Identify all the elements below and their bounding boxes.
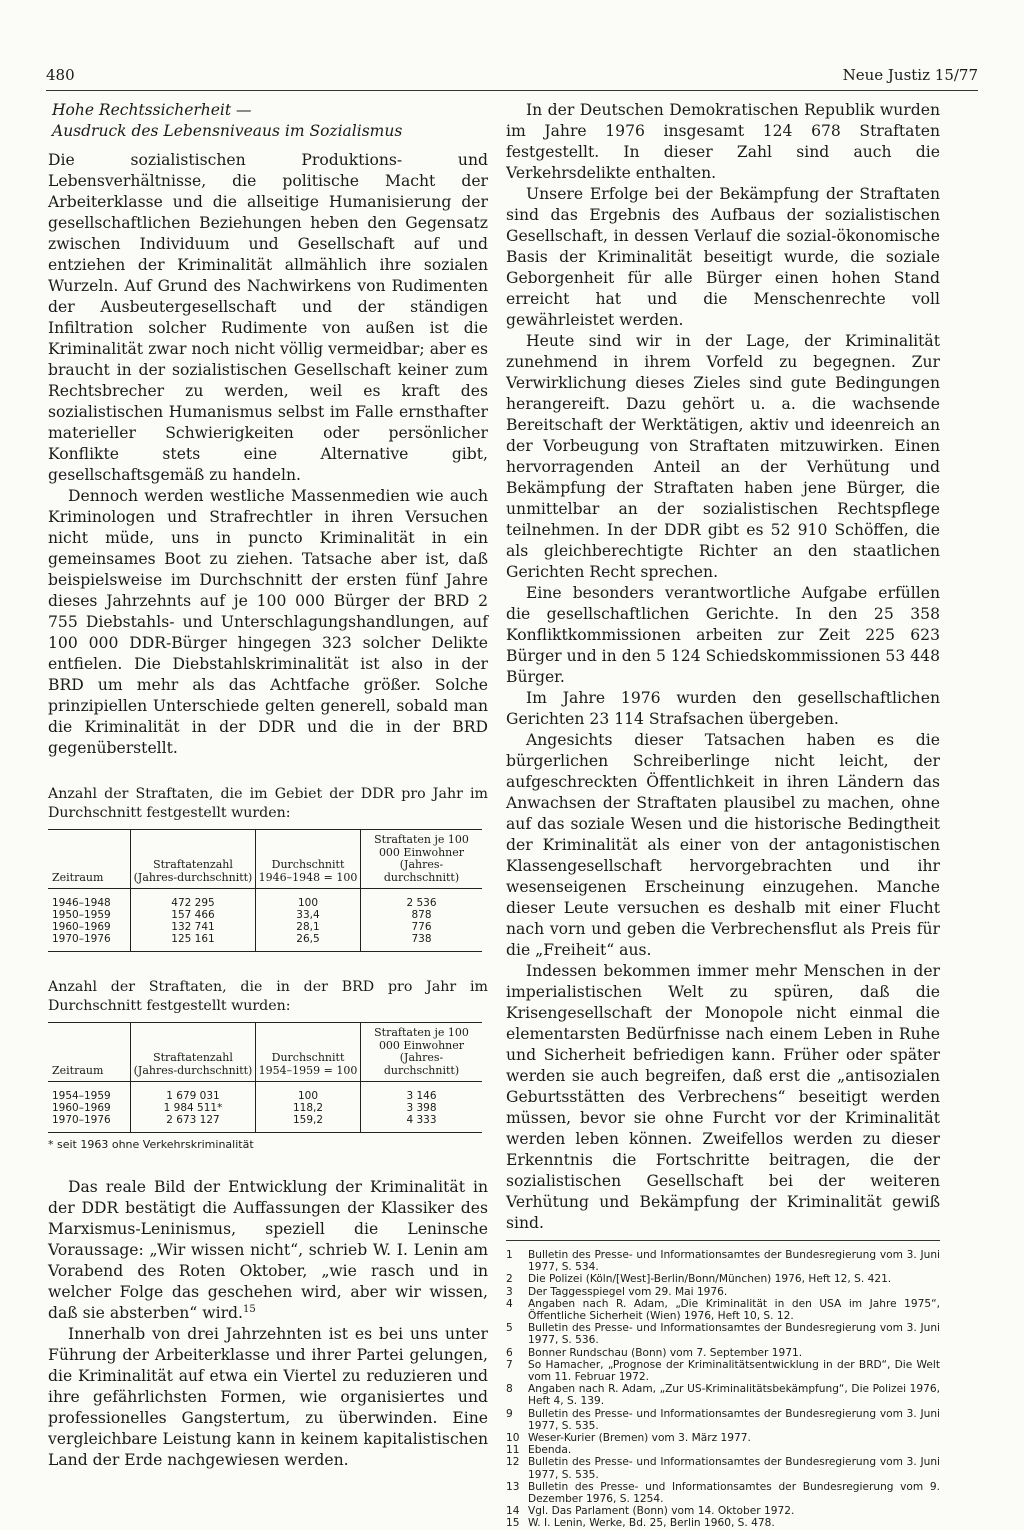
table-cell: 157 466 — [131, 909, 256, 921]
table-header-row — [48, 830, 482, 889]
footnote-item — [506, 1347, 940, 1359]
paragraph: Innerhalb von drei Jahrzehnten ist es bei uns unter Führung der Arbeiterklasse und ihrer Partei gelungen, die Kriminalität auf etwa ein Viertel zu reduzieren und ihre gefährlichsten Formen, wie organisiertes und professionelles Gangstertum, zu überwinden. Eine vergleichbare Leistung kann in keinem kapitalistischen Land der Erde nachgewiesen werden. — [48, 1325, 488, 1469]
table-cell: 2 536 — [361, 889, 483, 910]
table-row — [48, 909, 482, 921]
left-column — [48, 100, 488, 1471]
header-rule — [46, 90, 978, 91]
table-cell: 3 398 — [361, 1102, 483, 1114]
footnote-item — [506, 1298, 940, 1322]
table-ddr — [48, 829, 482, 952]
footnote-item — [506, 1359, 940, 1383]
table-cell: 26,5 — [256, 933, 361, 952]
footnote-text: Angaben nach R. Adam, „Zur US-Kriminalitätsbekämpfung“, Die Polizei 1976, Heft 4, S. 139. — [528, 1383, 940, 1408]
table-cell: 2 673 127 — [131, 1114, 256, 1133]
footnote-item — [506, 1444, 940, 1456]
footnote-text: Bonner Rundschau (Bonn) vom 7. September 1971. — [528, 1346, 803, 1359]
footnote-item — [506, 1408, 940, 1432]
column-header: Zeitraum — [52, 1063, 104, 1077]
table-footnote: * seit 1963 ohne Verkehrskriminalität — [48, 1138, 254, 1151]
table-cell: 1954–1959 — [52, 1090, 111, 1102]
paragraph: Die sozialistischen Produktions- und Lebensverhältnisse, die politische Macht der Arbeiterklasse und die allseitige Humanisierung der gesellschaftlichen Beziehungen heben den Gegensatz zwischen Individuum und Gesellschaft auf und entziehen der Kriminalität allmählich ihre sozialen Wurzeln. Auf Grund des Nachwirkens von Rudimenten der Ausbeutergesellschaft und der ständigen Infiltration solcher Rudimente von außen ist die Kriminalität zwar noch nicht völlig vermeidbar; aber es braucht in der sozialistischen Gesellschaft keiner zum Rechtsbrecher zu werden, weil es kraft des sozialistischen Humanismus selbst im Falle ernsthafter materieller Schwierigkeiten oder persönlicher Konflikte stets eine Alternative gibt, gesellschaftsgemäß zu handeln. — [48, 151, 488, 484]
page-number: 480 — [46, 66, 75, 84]
column-header: Durchschnitt 1946–1948 = 100 — [256, 830, 361, 889]
footnote-number: 3 — [506, 1285, 513, 1298]
footnote-number: 9 — [506, 1407, 513, 1420]
footnote-text: W. I. Lenin, Werke, Bd. 25, Berlin 1960, S. 478. — [528, 1517, 775, 1530]
footnote-text: Bulletin des Presse- und Informationsamtes der Bundesregierung vom 3. Juni 1977, S. 534. — [528, 1249, 940, 1274]
paragraph: Indessen bekommen immer mehr Menschen in der imperialistischen Welt zu spüren, daß die Krisengesellschaft der Monopole nicht einmal die elementarsten Bedürfnisse nach einem Leben in Ruhe und Sicherheit befriedigen kann. Früher oder später werden sie auch begreifen, daß erst die „antisozialen Geburtsstätten des Verbrechens“ beseitigt werden müssen, bevor sie ohne Furcht vor der Kriminalität werden leben können. Zweifellos werden zu dieser Erkenntnis die Fortschritte beitragen, die der sozialistischen Gesellschaft bei der weiteren Verhütung und Bekämpfung der Kriminalität gewiß sind. — [506, 962, 940, 1232]
table-cell: 738 — [361, 933, 483, 952]
table-brd — [48, 1022, 482, 1133]
footnote-item — [506, 1249, 940, 1273]
table-row — [48, 1102, 482, 1114]
table-row — [48, 1114, 482, 1133]
footnote-number: 7 — [506, 1358, 513, 1371]
footnote-text: Bulletin des Presse- und Informationsamtes der Bundesregierung vom 3. Juni 1977, S. 535. — [528, 1456, 940, 1481]
paragraph: In der Deutschen Demokratischen Republik wurden im Jahre 1976 insgesamt 124 678 Straftaten festgestellt. In dieser Zahl sind auch die Verkehrsdelikte enthalten. — [506, 101, 940, 182]
column-header: Durchschnitt 1954–1959 = 100 — [256, 1023, 361, 1082]
table-cell: 776 — [361, 921, 483, 933]
footnote-item — [506, 1432, 940, 1444]
footnote-number: 13 — [506, 1480, 520, 1493]
paragraph: Unsere Erfolge bei der Bekämpfung der Straftaten sind das Ergebnis des Aufbaus der sozialistischen Gesellschaft, in dessen Verlauf die sozial-ökonomische Basis der Kriminalität beseitigt wurde, die soziale Geborgenheit für alle Bürger einen hohen Stand erreicht hat und die Menschenrechte voll gewährleistet werden. — [506, 185, 940, 329]
footnote-text: Ebenda. — [528, 1444, 572, 1457]
table-cell: 100 — [256, 1082, 361, 1103]
footnote-text: Weser-Kurier (Bremen) vom 3. März 1977. — [528, 1432, 751, 1445]
table-header-row — [48, 1023, 482, 1082]
footnote-reference: 15 — [242, 1303, 256, 1315]
footnote-number: 2 — [506, 1273, 513, 1286]
table-cell: 125 161 — [131, 933, 256, 952]
table-cell: 1 679 031 — [131, 1082, 256, 1103]
table-cell: 118,2 — [256, 1102, 361, 1114]
footnote-item — [506, 1456, 940, 1480]
paragraph: Angesichts dieser Tatsachen haben es die bürgerlichen Schreiberlinge nicht leicht, der aufgeschreckten Öffentlichkeit in ihren Ländern das Anwachsen der Straftaten plausibel zu machen, ohne auf das soziale Wesen und die historische Bedingtheit der Kriminalität als einer von der antagonistischen Klassengesellschaft hervorgebrachten und ihr wesenseigenen Erscheinung einzugehen. Manche dieser Leute versuchen es deshalb mit einer Flucht nach vorn und geben die Verbrechensflut als Preis für die „Freiheit“ aus. — [506, 731, 940, 959]
footnote-number: 6 — [506, 1346, 513, 1359]
footnote-text: Bulletin des Presse- und Informationsamtes der Bundesregierung vom 3. Juni 1977, S. 536. — [528, 1322, 940, 1347]
footnote-text: Der Taggesspiegel vom 29. Mai 1976. — [528, 1285, 728, 1298]
table-row — [48, 1082, 482, 1103]
footnote-text: Angaben nach R. Adam, „Die Kriminalität in den USA im Jahre 1975“, Öffentliche Sicherheit (Wien) 1976, Heft 10, S. 12. — [528, 1297, 940, 1323]
footnote-item — [506, 1273, 940, 1285]
column-header: Zeitraum — [52, 870, 104, 884]
paragraph-text: Das reale Bild der Entwicklung der Kriminalität in der DDR bestätigt die Auffassungen der Klassiker des Marxismus-Leninismus, speziell die Leninsche Voraussage: „Wir wissen nicht“, schrieb W. I. Lenin am Vorabend des Roten Oktober, „wie rasch und in welcher Folge das geschehen wird, aber wir wissen, daß sie absterben“ wird. — [48, 1178, 488, 1322]
footnote-number: 15 — [506, 1517, 520, 1530]
footnote-item — [506, 1286, 940, 1298]
table-cell: 1970–1976 — [52, 1114, 111, 1126]
table-cell: 4 333 — [361, 1114, 483, 1133]
table-cell: 28,1 — [256, 921, 361, 933]
table-cell: 1960–1969 — [52, 921, 111, 933]
column-header: Straftatenzahl (Jahres-durchschnitt) — [131, 1023, 256, 1082]
section-heading-line-1: Hohe Rechtssicherheit — — [52, 101, 252, 119]
footnote-number: 8 — [506, 1383, 513, 1396]
right-column — [506, 100, 940, 1530]
footnote-number: 10 — [506, 1432, 520, 1445]
table-cell: 1950–1959 — [52, 909, 111, 921]
table-cell: 132 741 — [131, 921, 256, 933]
paragraph — [48, 1177, 488, 1324]
footnote-text: Vgl. Das Parlament (Bonn) vom 14. Oktober 1972. — [528, 1505, 795, 1518]
table-row — [48, 933, 482, 952]
paragraph: Heute sind wir in der Lage, der Kriminalität zunehmend in ihrem Vorfeld zu begegnen. Zur Verwirklichung dieses Zieles sind gute Bedingungen herangereift. Dazu gehört u. a. die wachsende Bereitschaft der Werktätigen, aktiv und ideenreich an der Vorbeugung von Straftaten mitzuwirken. Einen hervorragenden Anteil an der Verhütung und Bekämpfung der Straftaten haben jene Bürger, die unmittelbar an der sozialistischen Rechtspflege teilnehmen. In der DDR gibt es 52 910 Schöffen, die als gleichberechtigte Richter an den staatlichen Gerichten Recht sprechen. — [506, 332, 940, 581]
journal-issue: Neue Justiz 15/77 — [842, 66, 978, 84]
footnote-text: Die Polizei (Köln/[West]-Berlin/Bonn/München) 1976, Heft 12, S. 421. — [528, 1273, 892, 1286]
table-cell: 878 — [361, 909, 483, 921]
column-header: Straftaten je 100 000 Einwohner (Jahres-durchschnitt) — [361, 830, 483, 889]
paragraph: Im Jahre 1976 wurden den gesellschaftlichen Gerichten 23 114 Strafsachen übergeben. — [506, 689, 940, 728]
page-header — [46, 66, 978, 90]
footnote-list — [506, 1240, 940, 1530]
footnote-item — [506, 1505, 940, 1517]
footnote-text: So Hamacher, „Prognose der Kriminalitätsentwicklung in der BRD“, Die Welt vom 11. Februar 1972. — [528, 1358, 940, 1384]
footnote-item — [506, 1517, 940, 1529]
table-row — [48, 889, 482, 910]
table-brd-caption: Anzahl der Straftaten, die in der BRD pro Jahr im Durchschnitt festgestellt wurden: — [48, 979, 488, 1014]
table-cell: 472 295 — [131, 889, 256, 910]
footnote-number: 4 — [506, 1297, 513, 1310]
footnote-number: 1 — [506, 1249, 513, 1261]
paragraph: Eine besonders verantwortliche Aufgabe erfüllen die gesellschaftlichen Gerichte. In den 25 358 Konfliktkommissionen arbeiten zur Zeit 225 623 Bürger und in den 5 124 Schiedskommissionen 53 448 Bürger. — [506, 584, 940, 686]
table-ddr-caption: Anzahl der Straftaten, die im Gebiet der DDR pro Jahr im Durchschnitt festgestellt wurden: — [48, 786, 488, 821]
table-cell: 1970–1976 — [52, 933, 111, 945]
footnote-number: 14 — [506, 1505, 520, 1518]
section-heading — [52, 100, 488, 142]
footnote-number: 11 — [506, 1444, 520, 1457]
column-header: Straftaten je 100 000 Einwohner (Jahres-durchschnitt) — [361, 1023, 483, 1082]
column-header: Straftatenzahl (Jahres-durchschnitt) — [131, 830, 256, 889]
table-cell: 1 984 511* — [131, 1102, 256, 1114]
section-heading-line-2: Ausdruck des Lebensniveaus im Sozialismus — [52, 122, 403, 140]
table-cell: 159,2 — [256, 1114, 361, 1133]
footnote-number: 5 — [506, 1322, 513, 1335]
footnote-item — [506, 1481, 940, 1505]
table-row — [48, 921, 482, 933]
table-cell: 1946–1948 — [52, 897, 111, 909]
footnote-item — [506, 1383, 940, 1407]
footnote-number: 12 — [506, 1456, 520, 1469]
footnote-text: Bulletin des Presse- und Informationsamtes der Bundesregierung vom 9. Dezember 1976, S. 1254. — [528, 1480, 940, 1506]
paragraph: Dennoch werden westliche Massenmedien wie auch Kriminologen und Strafrechtler in ihren Versuchen nicht müde, uns in puncto Kriminalität in ein gemeinsames Boot zu ziehen. Tatsache aber ist, daß beispielsweise im Durchschnitt der ersten fünf Jahre dieses Jahrzehnts auf je 100 000 Bürger der BRD 2 755 Diebstahls- und Unterschlagungshandlungen, auf 100 000 DDR-Bürger hingegen 323 solcher Delikte entfielen. Die Diebstahlskriminalität ist also in der BRD um mehr als das Achtfache größer. Solche prinzipiellen Unterschiede gelten generell, sobald man die Kriminalität in der DDR und die in der BRD gegenüberstellt. — [48, 487, 488, 757]
table-cell: 100 — [256, 889, 361, 910]
table-cell: 1960–1969 — [52, 1102, 111, 1114]
footnote-item — [506, 1322, 940, 1346]
footnote-text: Bulletin des Presse- und Informationsamtes der Bundesregierung vom 3. Juni 1977, S. 535. — [528, 1407, 940, 1432]
table-cell: 3 146 — [361, 1082, 483, 1103]
table-cell: 33,4 — [256, 909, 361, 921]
